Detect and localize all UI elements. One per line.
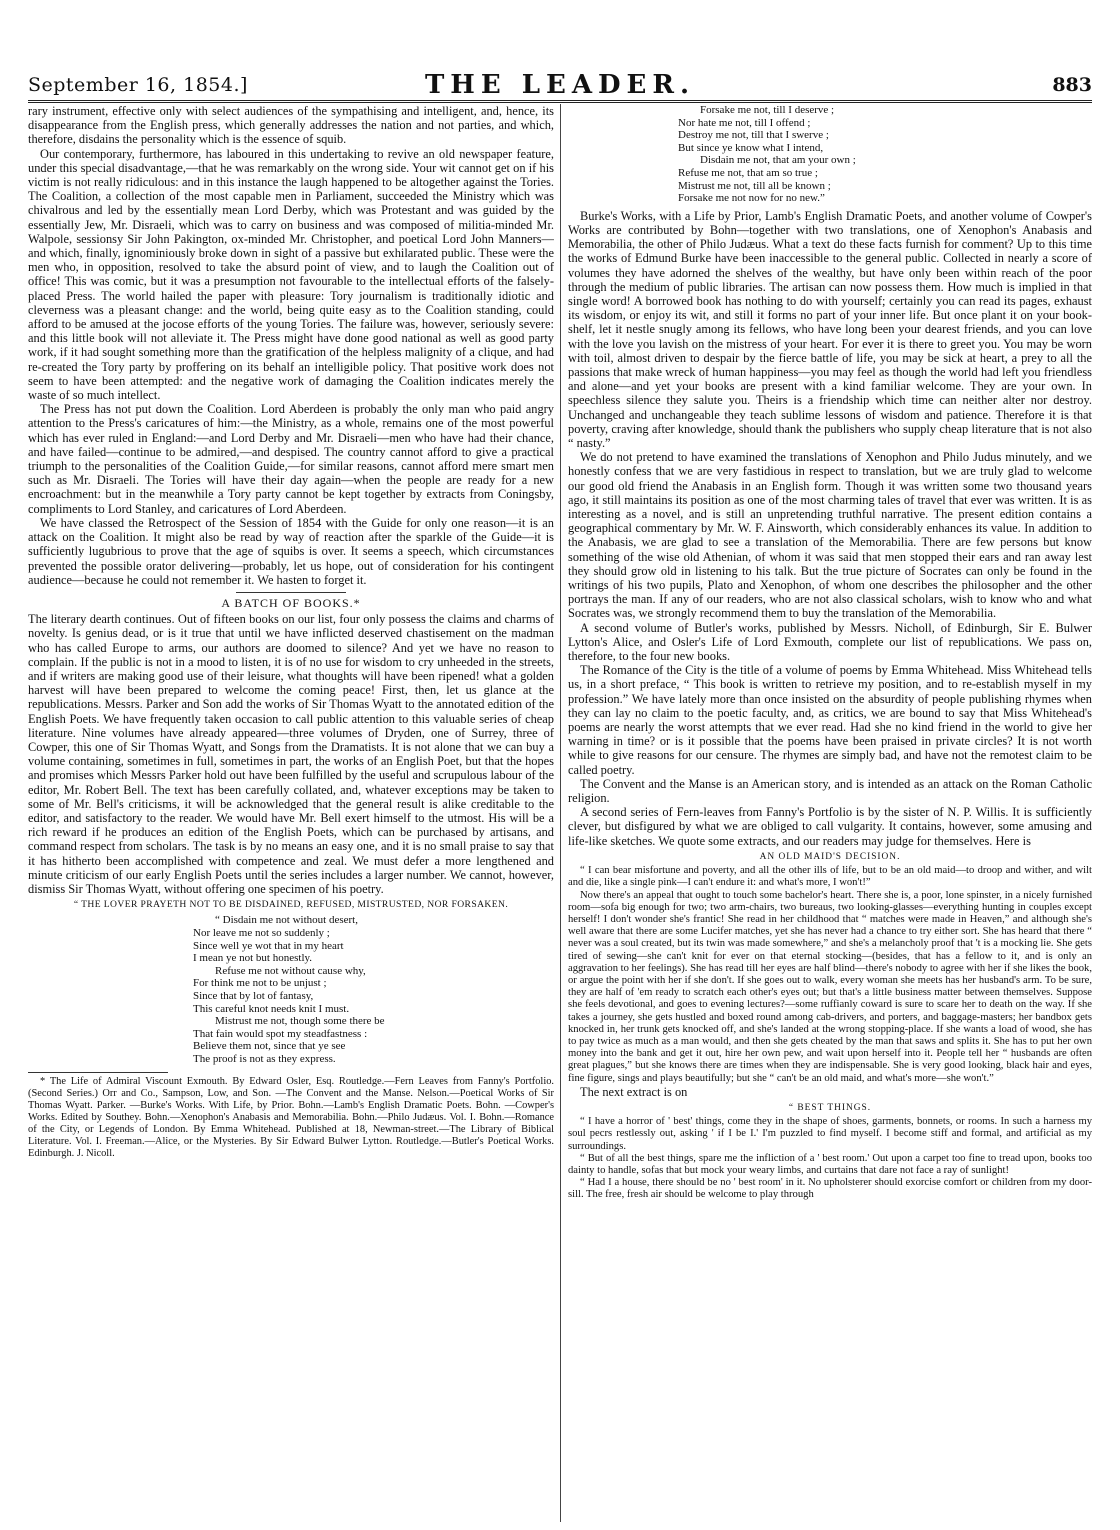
- poem-line: I mean ye not but honestly.: [193, 952, 313, 965]
- paragraph: A second volume of Butler's works, published by Messrs. Nicholl, of Edinburgh, Sir E. Bulwer Lytton's Alice, and Osler's Life of Lord Exmouth, complete our list of republications. We pass on, therefore, to the four new books.: [568, 620, 1092, 664]
- extract-paragraph: “ I have a horror of ' best' things, come they in the shape of shoes, garments, bonnets, or rooms. In such a harness my soul pecrs restlessly out, asking ' if I be I.' I'm puzzled to find myself. I become stiff and formal, and artificial as my surroundings.: [568, 1116, 1092, 1152]
- poem: [193, 914, 554, 1065]
- section-heading: A BATCH OF BOOKS.*: [221, 595, 361, 610]
- poem-line: Refuse me not without cause why,: [215, 964, 366, 977]
- page-number: 883: [1052, 74, 1092, 96]
- extract-heading: “ BEST THINGS.: [788, 1102, 872, 1113]
- page-header: [28, 70, 1092, 103]
- poem-line: That fain would spot my steadfastness :: [193, 1027, 368, 1040]
- poem-line: But since ye know what I intend,: [678, 141, 824, 154]
- poem-line: “ Disdain me not without desert,: [215, 914, 358, 927]
- poem-line: Refuse me not, that am so true ;: [678, 166, 818, 179]
- paragraph: The Press has not put down the Coalition. Lord Aberdeen is probably the only man who paid angry attention to the Press's caricatures of him:—the Ministry, as a whole, remains one of the most powerful which has ever ruled in England:—and Lord Derby and Mr. Disraeli—men who have had their chance, and have failed—continue to be admired,—and despised. The country cannot afford to give a practical triumph to the personalities of the Coalition Guide,—for similar reasons, cannot afford mere smart men such as Mr. Disraeli. The Tories will have their day again—when the people are ready for a new encroachment: but in the meanwhile a Tory party cannot be kept together by extracts from Coningsby, compliments to Lord Stanley, and caricatures of Lord Aberdeen.: [28, 402, 554, 516]
- extract-paragraph: “ Had I a house, there should be no ' best room' in it. No upholsterer should exorcise comfort or children from my door-sill. The free, fresh air should be welcome to play through: [568, 1177, 1092, 1201]
- poem-line: Destroy me not, till that I swerve ;: [678, 129, 829, 142]
- footnote: * The Life of Admiral Viscount Exmouth. By Edward Osler, Esq. Routledge.—Fern Leaves from Fanny's Portfolio. (Second Series.) Orr and Co., Sampson, Low, and Son. —The Convent and the Manse. Nelson.—Poetical Works of Sir Thomas Wyatt. Parker. —Burke's Works. With Life, by Prior. Bohn.—Lamb's English Dramatic Poets. Bohn. —Cowper's Works. Edited by Southey. Bohn.—Xenophon's Anabasis and Memorabilia. Bohn.—Philo Judæus. Vol. I. Bohn.—Romance of the City, or Legends of London. By Emma Whitehead. Published at 18, Newman-street.—The Library of Biblical Literature. Vol. I. Freeman.—Alice, or the Mysteries. By Sir Edward Bulwer Lytton. Routledge.—Butler's Poetical Works. Edinburgh. J. Nicoll.: [28, 1075, 554, 1159]
- right-column: [568, 104, 1092, 1524]
- poem-line: Since well ye wot that in my heart: [193, 939, 344, 952]
- paragraph: The Romance of the City is the title of a volume of poems by Emma Whitehead. Miss Whitehead tells us, in a short preface, “ This book is written to retrieve my position, and to re-establish myself in my profession.” We have lately more than once insisted on the absurdity of people publishing rhymes when they can lay no claim to the poetic faculty, and, as critics, we are bound to say that Miss Whitehead's poems are nearly the worst attempts that we ever read. Had she no kind friend in the world to give her warning in time? or is it possible that the poems have been praised in private circles? It is not worth while to give reasons for our censure. The rhymes are simply bad, and have not the remotest claim to be called poetry.: [568, 663, 1092, 777]
- poem-line: Mistrust me not, till all be known ;: [678, 179, 831, 192]
- extract-paragraph: “ But of all the best things, spare me the infliction of a ' best room.' Out upon a carpet too fine to tread upon, books too dainty to handle, sofas that but mock your weary limbs, and curtains that dare not face a ray of sunlight!: [568, 1152, 1092, 1176]
- paragraph: rary instrument, effective only with select audiences of the sympathising and intelligent, and, hence, its disappearance from the English press, which generally addresses the nation and not parties, and which, therefore, disdains the personality which is the essence of squib.: [28, 104, 554, 147]
- extract-paragraph: “ I can bear misfortune and poverty, and all the other ills of life, but to be an old maid—to droop and wither, and wilt and die, like a single pink—I can't endure it: and what's more, I won't!”: [568, 865, 1092, 889]
- paragraph: We have classed the Retrospect of the Session of 1854 with the Guide for only one reason—it is an attack on the Coalition. It might also be read by way of reaction after the sparkle of the Guide—it is sufficiently lugubrious to prove that the age of squibs is over. It seems a speech, which circumstances prevented the possible orator delivering—probably, let us hope, out of consideration for his contingent audience—because he could not remember it. We hasten to forget it.: [28, 515, 554, 587]
- section-divider: [236, 592, 346, 593]
- paragraph: Burke's Works, with a Life by Prior, Lamb's English Dramatic Poets, and another volume of Cowper's Works are contributed by Bohn—together with two translations, one of Xenophon's Anabasis and Memorabilia, the other of Philo Judæus. What a text do these facts furnish for comment? Up to this time the works of Edmund Burke have been inaccessible to the general public. Collected in nearly a score of volumes they have adorned the shelves of the wealthy, but have only been within reach of the poor through the medium of public libraries. The artisan can now possess them. How much is implied in that single word! A borrowed book has nothing to do with yourself; certainly you can read its pages, exhaust its wisdom, or enjoy its wit, and still it forms no part of your inner life. But once plant it on your book-shelf, let it nestle snugly among its fellows, who have long been your dearest friends, and you can love with the love you lavish on the mistress of your heart. For ever it is there to greet you. You may be worn with toil, almost driven to despair by the fierce battle of life, you may be sick at heart, a prey to all the passions that make wreck of human happiness—you may feel as though the world had left you friendless and alone—and yet your books are present with a kind familiar welcome. They are your own. In speechless silence they salute you. Theirs is a friendship which time can neither alter nor destroy. Unchanged and unchangeable they teach sublime lessons of wisdom and patience. Therefore it is that poverty, craving after knowledge, should thank the publishers who supply cheap literature that is not also “ nasty.”: [568, 208, 1092, 450]
- footnote-divider: [28, 1072, 168, 1073]
- paragraph: We do not pretend to have examined the translations of Xenophon and Philo Judus minutely, and we honestly confess that we are very fastidious in respect to translation, but we are truly glad to welcome our good old friend the Anabasis in an English form. Though it was written some two thousand years ago, it still maintains its position as one of the most charming tales of travel that ever was written. It is as interesting as a novel, and is still an unpretending truthful narrative. The present edition contains a geographical commentary by Mr. W. F. Ainsworth, which considerably enhances its value. In addition to the Anabasis, we are glad to see a translation of the Memorabilia. There are few persons but know something of the wise old Athenian, of whom it was said that men stopped their ears and ran away lest they should grow old in listening to his talk. But the true picture of Socrates can only be found in the writings of his two pupils, Plato and Xenophon, of whom one describes the philosopher and the other portrays the man. If any of our readers, who are not also classical scholars, wish to know who and what Socrates was, we strongly recommend them to buy the translation of the Memorabilia.: [568, 450, 1092, 621]
- column-divider: [560, 104, 561, 1522]
- poem-line: For think me not to be unjust ;: [193, 977, 327, 990]
- poem-line: Believe them not, since that ye see: [193, 1040, 346, 1053]
- poem-line: Disdain me not, that am your own ;: [700, 154, 856, 167]
- paragraph: The Convent and the Manse is an American story, and is intended as an attack on the Roman Catholic religion.: [568, 776, 1092, 806]
- left-column: [28, 104, 554, 1524]
- poem-title: “ THE LOVER PRAYETH NOT TO BE DISDAINED, REFUSED, MISTRUSTED, NOR FORSAKEN.: [73, 899, 509, 911]
- paragraph: The next extract is on: [580, 1084, 688, 1099]
- issue-date: September 16, 1854.]: [28, 74, 248, 96]
- poem-line: This careful knot needs knit I must.: [193, 1002, 350, 1015]
- paragraph: A second series of Fern-leaves from Fanny's Portfolio is by the sister of N. P. Willis. It is sufficiently clever, but disfigured by what we are obliged to call vulgarity. It contains, however, some amusing and life-like sketches. We quote some extracts, and our readers may judge for themselves. Here is: [568, 805, 1092, 848]
- poem-line: Forsake me not, till I deserve ;: [700, 104, 835, 116]
- paragraph: Our contemporary, furthermore, has laboured in this undertaking to revive an old newspaper feature, under this special disadvantage,—that he was remarkably on the wrong side. Your wit cannot get on if his victim is not really ridiculous: and in this instance the laugh happened to be altogether against the Tories. The Coalition, a collection of the most capable men in Parliament, succeeded the Ministry which was chivalrous and led by the essentially mean Lord Derby, which was Protestant and was guided by the essentially Jew, Mr. Disraeli, which was to carry on business and was composed of militia-minded Mr. Walpole, sessionsy Sir John Pakington, ox-minded Mr. Christopher, and poetical Lord John Manners—and which, finally, ignominiously broke down in sight of a passive but exhilarated public. These were the men who, in opposition, resolved to take the absurd point of view, and to laugh the Coalition out of office! This was comic, but it was a presumption not favourable to the intellectual efforts of the falsely-placed Press. The world hailed the paper with pleasure: Tory journalism is traditionally idiotic and cleverness was a pleasant change: and the world, being quite easy as to the Coalition standing, could afford to be amused at the jocose efforts of the young Tories. The failure was, however, seriously severe: and this little book will not alleviate it. The Press might have done good national as well as good party work, if it had sought something more than the gratification of the helpless malignity of a clique, and had re-created the Tory party by proffering on its behalf an intelligible policy. That positive work does not seem to have been attempted: and the negative work of damaging the Coalition indicates merely the waste of so much intellect.: [28, 146, 554, 403]
- extract-paragraph: Now there's an appeal that ought to touch some bachelor's heart. There she is, a poor, lone spinster, in a nicely furnished room—sofa big enough for two; two arm-chairs, two bureaus, two looking-glasses—everything hunting in couples except herself! I don't wonder she's frantic! She read in her childhood that “ matches were made in Heaven,” and although she's well aware that there are some Lucifer matches, yet she has never had a chance to try either sort. She has heard that there “ never was a soul created, but its twin was made somewhere,” and she's a melancholy proof that 't is a mocking lie. She gets tired of sewing—she can't knit for ever on that eternal stocking—(besides, that has a fellow to it, and is only an aggravation to her feelings). She has read till her eyes are half blind—there's nobody to agree with her if she likes the book, or argue the point with her if she don't. If she goes out to walk, every woman she meets has her husband's arm. To be sure, they are half of 'em ready to scratch each other's eyes out; but that's a little business matter between themselves. Suppose she feels devotional, and goes to evening lectures?—some ruffianly coward is sure to scare her to death on the way. If she takes a journey, she gets hustled and boxed round among cab-drivers, and porters, and baggage-masters; her bandbox gets knocked in, her trunk gets knocked off, and she's landed at the wrong stopping-place. If she wants a load of wood, she has to pay twice as much as a man would, and then she gets cheated by the man that saws and splits it. She has to put her own money into the bank and get it out, hire her own pew, and wait upon herself into it. People tell her “ husbands are often great plagues,” but she knows there are times when they are indispensable. She is very good looking, black hair and eyes, fine figure, sings and plays beautifully; but she “ can't be an old maid, and what's more—she won't.”: [568, 889, 1092, 1084]
- paragraph: The literary dearth continues. Out of fifteen books on our list, four only possess the claims and charms of novelty. Is genius dead, or is it true that until we have inflicted deserved chastisement on the madman who has called Europe to arms, our authors are doomed to silence? And yet we have no reason to complain. If the public is not in a mood to listen, it is of no use for wisdom to cry unheeded in the streets, and if writers are making good use of their leisure, what thoughts will have been ripened! what a golden harvest will have been prepared to welcome the coming peace! First, then, let us glance at the republications. Messrs. Parker and Son add the works of Sir Thomas Wyatt to the annotated edition of the English Poets. We have frequently taken occasion to call public attention to this valuable series of cheap literature. Nine volumes have already appeared—three volumes of Dryden, one of Surrey, three of Cowper, this one of Sir Thomas Wyatt, and Songs from the Dramatists. It is not alone that we can buy a volume containing, sometimes in full, sometimes in part, the works of an English Poet, but that the hopes and promises which Messrs Parker hold out have been fulfilled by the useful and scrupulous labour of the editor, Mr. Robert Bell. The text has been carefully collated, and, whatever exceptions may be taken to some of Mr. Bell's criticisms, it will be acknowledged that the general result is alike creditable to the editor, and satisfactory to the reader. We would have Mr. Bell exert himself to the utmost. His will be a rich reward if he produces an edition of the English Poets, which can be purchased by artisans, and command respect from scholars. The task is by no means an easy one, and it is no small praise to say that it has hitherto been accomplished with competence and zeal. We must defer a more lengthened and minute criticism of our early English Poets until the series includes a larger number. We cannot, however, dismiss Sir Thomas Wyatt, without offering one specimen of his poetry.: [28, 612, 554, 896]
- poem-line: Since that by lot of fantasy,: [193, 989, 314, 1002]
- masthead-title: THE LEADER.: [424, 70, 696, 100]
- poem-line: Forsake me not now for no new.”: [678, 192, 825, 205]
- poem-line: Nor leave me not so suddenly ;: [193, 926, 330, 939]
- poem-line: Nor hate me not, till I offend ;: [678, 116, 811, 129]
- extract-heading: AN OLD MAID'S DECISION.: [759, 851, 901, 862]
- poem-line: Mistrust me not, though some there be: [215, 1015, 385, 1028]
- poem-line: The proof is not as they express.: [193, 1052, 336, 1065]
- poem-continuation: [678, 104, 1092, 205]
